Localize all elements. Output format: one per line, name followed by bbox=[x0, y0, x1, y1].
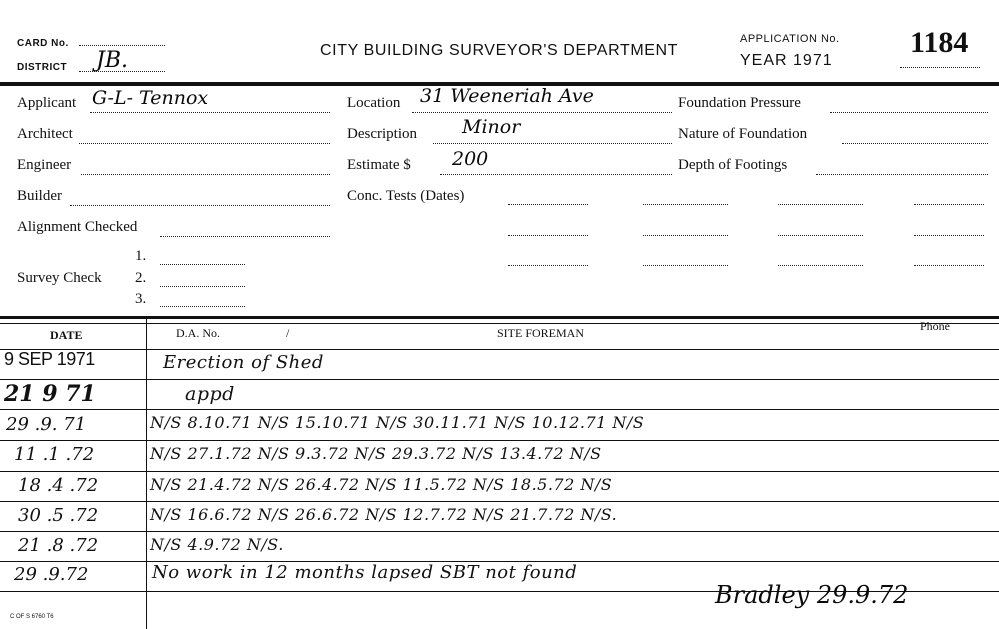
row-rule bbox=[0, 379, 999, 380]
conc-line-1d bbox=[914, 203, 984, 205]
depth-footings-label: Depth of Footings bbox=[678, 157, 788, 173]
conc-line-2a bbox=[508, 234, 588, 236]
survey-num-2: 2. bbox=[135, 270, 147, 286]
table-top-rule-thin bbox=[0, 323, 999, 324]
table-row-entry: N/S 27.1.72 N/S 9.3.72 N/S 29.3.72 N/S 13.4.72 N/S bbox=[150, 444, 602, 463]
builder-line bbox=[70, 204, 330, 206]
table-row-entry: N/S 16.6.72 N/S 26.6.72 N/S 12.7.72 N/S 21.7.72 N/S. bbox=[150, 505, 618, 524]
architect-line bbox=[79, 142, 330, 144]
row-rule bbox=[0, 409, 999, 410]
district-value: JB. bbox=[96, 48, 128, 73]
depth-footings-line bbox=[816, 173, 988, 175]
table-row-date: 18 .4 .72 bbox=[18, 475, 99, 496]
architect-label: Architect bbox=[17, 126, 73, 142]
conc-line-3c bbox=[778, 264, 863, 266]
da-slash: / bbox=[286, 326, 290, 340]
survey-line-3 bbox=[160, 305, 245, 307]
row-rule bbox=[0, 440, 999, 441]
table-top-rule bbox=[0, 316, 999, 319]
description-line bbox=[433, 142, 672, 144]
applicant-label: Applicant bbox=[17, 95, 77, 111]
conc-tests-label: Conc. Tests (Dates) bbox=[347, 188, 465, 204]
conc-line-2c bbox=[778, 234, 863, 236]
conc-line-3b bbox=[643, 264, 728, 266]
card-no-line bbox=[79, 44, 165, 46]
row-rule bbox=[0, 471, 999, 472]
date-header: DATE bbox=[50, 328, 83, 342]
row-rule bbox=[0, 531, 999, 532]
alignment-label: Alignment Checked bbox=[17, 219, 138, 235]
department-title: CITY BUILDING SURVEYOR'S DEPARTMENT bbox=[320, 42, 679, 59]
applicant-value: G-L- Tennox bbox=[92, 87, 209, 109]
survey-line-2 bbox=[160, 285, 245, 287]
year-label: YEAR 1971 bbox=[740, 52, 833, 69]
table-row-entry: N/S 8.10.71 N/S 15.10.71 N/S 30.11.71 N/S 10.12.71 N/S bbox=[150, 413, 645, 432]
phone-header: Phone bbox=[920, 319, 950, 333]
application-number: 1184 bbox=[910, 26, 969, 59]
foundation-pressure-line bbox=[830, 111, 988, 113]
site-foreman-header: SITE FOREMAN bbox=[497, 326, 585, 340]
table-row-date: 21 9 71 bbox=[4, 381, 96, 407]
estimate-label: Estimate $ bbox=[347, 157, 411, 173]
conc-line-3a bbox=[508, 264, 588, 266]
date-column-rule bbox=[146, 319, 147, 629]
description-label: Description bbox=[347, 126, 417, 142]
table-row-date: 9 SEP 1971 bbox=[4, 349, 95, 369]
conc-line-1c bbox=[778, 203, 863, 205]
row-rule bbox=[0, 349, 999, 350]
table-row-date: 11 .1 .72 bbox=[14, 444, 95, 465]
district-label: DISTRICT bbox=[17, 62, 68, 73]
application-no-label: APPLICATION No. bbox=[740, 33, 840, 45]
builder-label: Builder bbox=[17, 188, 62, 204]
table-row-date: 29 .9.72 bbox=[14, 564, 89, 585]
survey-num-1: 1. bbox=[135, 248, 147, 264]
table-row-date: 21 .8 .72 bbox=[18, 535, 99, 556]
engineer-line bbox=[81, 173, 330, 175]
survey-line-1 bbox=[160, 263, 245, 265]
nature-foundation-label: Nature of Foundation bbox=[678, 126, 808, 142]
nature-foundation-line bbox=[842, 142, 988, 144]
estimate-value: 200 bbox=[452, 148, 489, 170]
table-row-entry: appd bbox=[185, 383, 235, 405]
signature: Bradley 29.9.72 bbox=[715, 581, 909, 609]
applicant-line bbox=[90, 111, 330, 113]
table-row-entry: N/S 21.4.72 N/S 26.4.72 N/S 11.5.72 N/S 18.5.72 N/S bbox=[150, 475, 613, 494]
location-value: 31 Weeneriah Ave bbox=[420, 85, 594, 107]
form-code: C OF S 6760 T6 bbox=[10, 614, 54, 620]
table-row-entry: N/S 4.9.72 N/S. bbox=[150, 535, 284, 554]
foundation-pressure-label: Foundation Pressure bbox=[678, 95, 801, 111]
table-row-entry: No work in 12 months lapsed SBT not found bbox=[152, 562, 578, 583]
estimate-line bbox=[440, 173, 672, 175]
survey-check-label: Survey Check bbox=[17, 270, 102, 286]
location-line bbox=[412, 111, 672, 113]
table-row-date: 29 .9. 71 bbox=[6, 414, 87, 435]
survey-num-3: 3. bbox=[135, 291, 147, 307]
conc-line-1a bbox=[508, 203, 588, 205]
engineer-label: Engineer bbox=[17, 157, 72, 173]
alignment-line bbox=[160, 235, 330, 237]
table-row-entry: Erection of Shed bbox=[163, 352, 324, 373]
conc-line-3d bbox=[914, 264, 984, 266]
card-no-label: CARD No. bbox=[17, 38, 69, 49]
application-no-line bbox=[900, 66, 980, 68]
conc-line-1b bbox=[643, 203, 728, 205]
conc-line-2b bbox=[643, 234, 728, 236]
conc-line-2d bbox=[914, 234, 984, 236]
location-label: Location bbox=[347, 95, 401, 111]
table-row-date: 30 .5 .72 bbox=[18, 505, 99, 526]
row-rule bbox=[0, 501, 999, 502]
description-value: Minor bbox=[462, 116, 521, 138]
da-no-header: D.A. No. bbox=[176, 326, 220, 340]
